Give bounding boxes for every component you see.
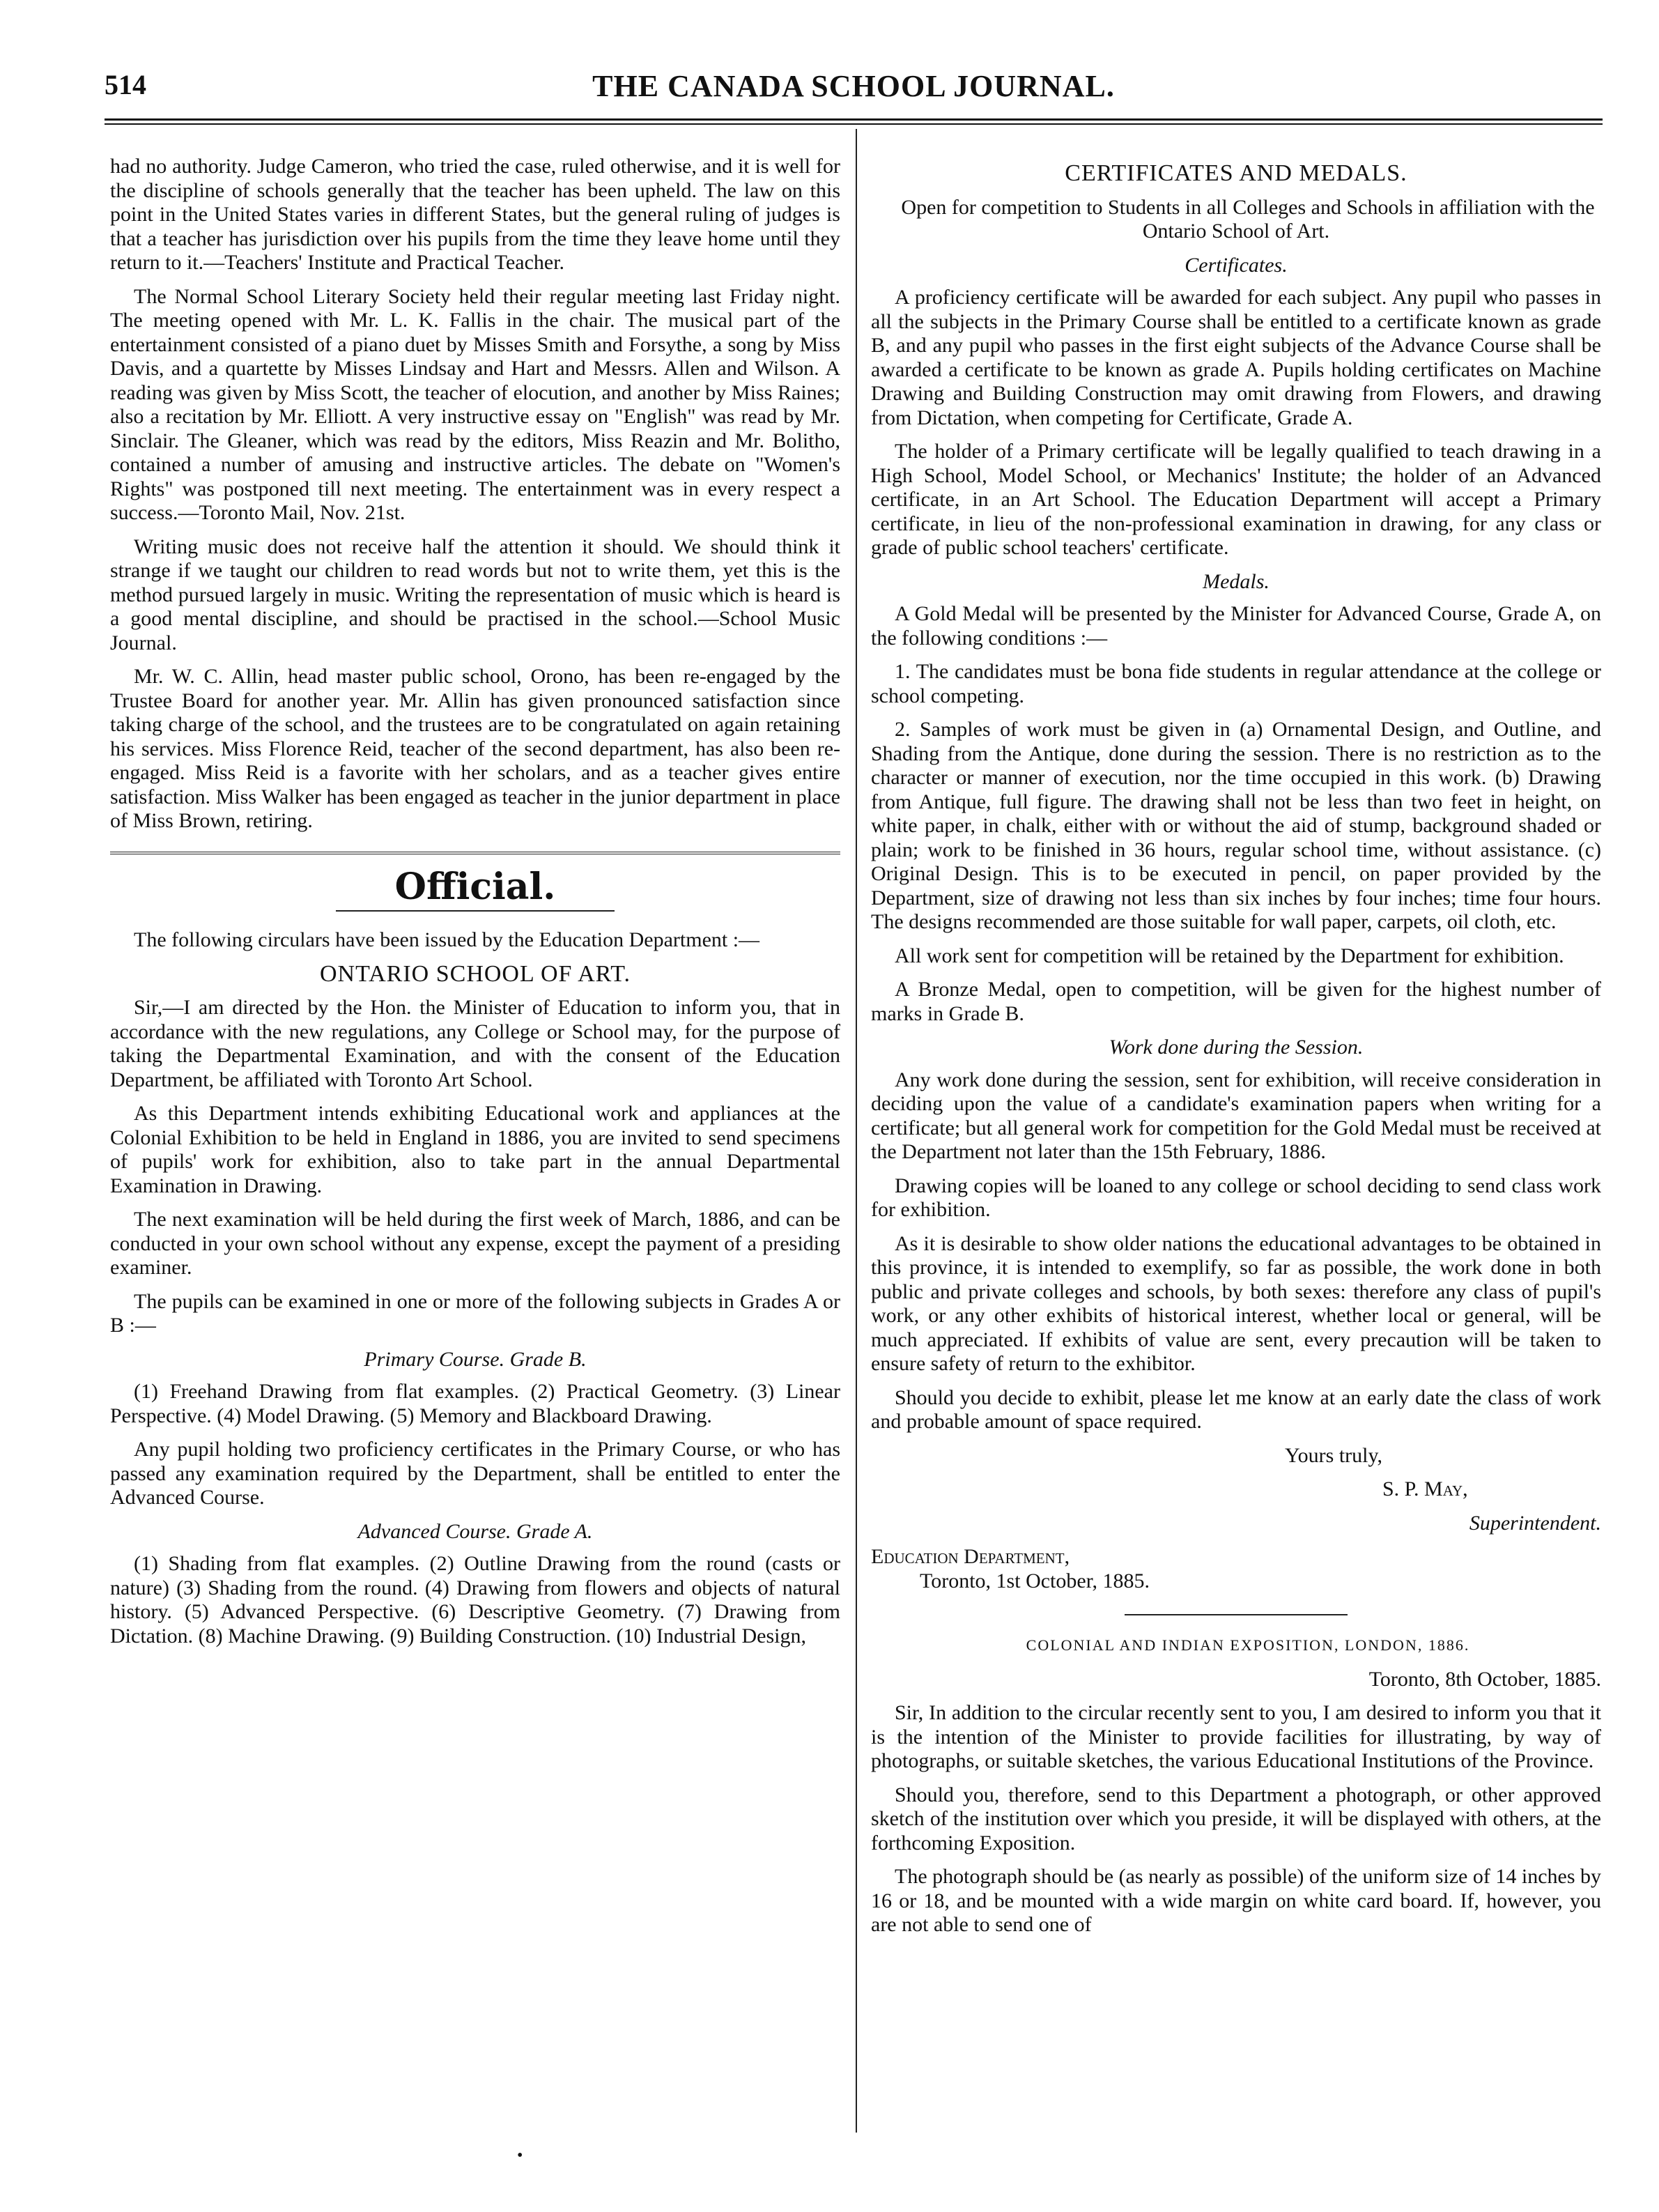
signature-title: Superintendent. bbox=[1469, 1511, 1601, 1535]
subheading: Primary Course. Grade B. bbox=[364, 1347, 587, 1371]
paragraph: Any work done during the session, sent for exhibition, will receive consideration in deciding upon the value of a candidate's examination papers when writing for a certificate; but all general work for competition for the Gold Medal must be received at the Department not later than the 15th February, 1886. bbox=[871, 1068, 1601, 1163]
subtitle: Open for competition to Students in all Colleges and Schools in affiliation with the Ontario School of Art. bbox=[901, 195, 1595, 243]
subheading: Advanced Course. Grade A. bbox=[357, 1519, 593, 1543]
paragraph: 1. The candidates must be bona fide students in regular attendance at the college or school competing. bbox=[871, 660, 1601, 707]
paragraph: 2. Samples of work must be given in (a) Ornamental Design, and Outline, and Shading from the Antique, done during the session. There is no restriction as to the character or manner of execution, nor the time occupied in this work. (b) Drawing from Antique, full figure. The drawing shall not be less than two feet in height, on white paper, in chalk, either with or without the aid of stump, background shaded or plain; work to be finished in 36 hours, regular school time, without assistance. (c) Original Design. This is to be executed in pencil, on paper provided by the Department, size of drawing not less than six inches by four inches; time four hours. The designs recommended are those suitable for wall paper, carpets, oil cloth, etc. bbox=[871, 718, 1601, 933]
paragraph: The photograph should be (as nearly as possible) of the uniform size of 14 inches by 16 or 18, and be mounted with a wide margin on white card board. If, however, you are not able to send one of bbox=[871, 1865, 1601, 1936]
section-rule bbox=[110, 852, 840, 857]
page-header bbox=[105, 68, 1603, 110]
department-date: Toronto, 1st October, 1885. bbox=[920, 1569, 1150, 1592]
paragraph: A Bronze Medal, open to competition, will be given for the highest number of marks in Grade B. bbox=[871, 978, 1601, 1025]
subheading: Work done during the Session. bbox=[1109, 1036, 1364, 1059]
journal-title: THE CANADA SCHOOL JOURNAL. bbox=[592, 69, 1115, 103]
paragraph: All work sent for competition will be retained by the Department for exhibition. bbox=[895, 944, 1564, 967]
paragraph: Should you, therefore, send to this Department a photograph, or other approved sketch of the institution over which you preside, it will be displayed with others, at the forthcoming Exposition. bbox=[871, 1783, 1601, 1854]
paragraph: Should you decide to exhibit, please let me know at an early date the class of work and probable amount of space required. bbox=[871, 1385, 1601, 1433]
section-title-official: Official. bbox=[394, 865, 556, 908]
paragraph: As it is desirable to show older nations the educational advantages to be obtained in this province, it is intended to exemplify, so far as possible, the work done in both public and private colleges and schools, by both sexes: therefore any class of pupil's work, or any other exhibits of historical interest, whether local or general, will be much appreciated. If exhibits of value are sent, every precaution will be taken to ensure safety of return to the exhibitor. bbox=[871, 1231, 1601, 1375]
paragraph: Sir,—I am directed by the Hon. the Minister of Education to inform you, that in accordance with the new regulations, any College or School may, for the purpose of taking the Departmental Examination, and with the consent of the Education Department, be affiliated with Toronto Art School. bbox=[110, 996, 840, 1091]
paragraph: The pupils can be examined in one or more of the following subjects in Grades A or B :— bbox=[110, 1289, 840, 1337]
divider bbox=[1125, 1614, 1348, 1615]
paragraph: The next examination will be held during the first week of March, 1886, and can be conducted in your own school without any expense, except the payment of a presiding examiner. bbox=[110, 1208, 840, 1279]
subheading: Medals. bbox=[1203, 569, 1270, 593]
paragraph: Drawing copies will be loaned to any college or school deciding to send class work for exhibition. bbox=[871, 1174, 1601, 1221]
paragraph: The holder of a Primary certificate will be legally qualified to teach drawing in a High School, Model School, or Mechanics' Institute; the holder of an Advanced certificate, in an Art School. The Education Department will accept a Primary certificate, in lieu of the non-professional examination in drawing, for any class or grade of public school teachers' certificate. bbox=[871, 440, 1601, 559]
header-rule bbox=[105, 118, 1603, 125]
signature-salutation: Yours truly, bbox=[1285, 1443, 1383, 1467]
paragraph: As this Department intends exhibiting Educational work and appliances at the Colonial Exhibition to be held in England in 1886, you are invited to send specimens of pupils' work for exhibition, also to take part in the annual Departmental Examination in Drawing. bbox=[110, 1102, 840, 1197]
paragraph: had no authority. Judge Cameron, who tried the case, ruled otherwise, and it is well for the discipline of schools generally that the teacher has been upheld. The law on this point in the United States varies in different States, but the general ruling of judges is that a teacher has jurisdiction over his pupils from the time they leave home until they return to it.—Teachers' Institute and Practical Teacher. bbox=[110, 155, 840, 274]
paragraph: The Normal School Literary Society held their regular meeting last Friday night. The meeting opened with Mr. L. K. Fallis in the chair. The musical part of the entertainment consisted of a piano duet by Misses Smith and Forsythe, a song by Miss Davis, and a quartette by Misses Lindsay and Hart and Messrs. Allen and Wilson. A reading was given by Miss Scott, the teacher of elocution, and another by Miss Raines; also a recitation by Mr. Elliott. A very instructive essay on "English" was read by Mr. Sinclair. The Gleaner, which was read by the editors, Miss Reazin and Mr. Bolitho, contained a number of amusing and instructive articles. The debate on "Women's Rights" was postponed till next meeting. The entertainment was in every respect a success.—Toronto Mail, Nov. 21st. bbox=[110, 284, 840, 524]
left-column bbox=[110, 155, 840, 1658]
paragraph: Writing music does not receive half the attention it should. We should think it strange if we taught our children to read words but not to write them, yet this is the method pursued largely in music. Writing the representation of music which is heard is a good mental discipline, and should be practised in the school.—School Music Journal. bbox=[110, 535, 840, 654]
column-divider bbox=[856, 129, 857, 2133]
article-heading: CERTIFICATES AND MEDALS. bbox=[1065, 160, 1407, 186]
exposition-date: Toronto, 8th October, 1885. bbox=[1368, 1667, 1601, 1691]
divider bbox=[336, 910, 615, 912]
department-line: Education Department, bbox=[871, 1545, 1070, 1568]
subheading: Certificates. bbox=[1185, 253, 1288, 277]
signature-name: S. P. May, bbox=[1382, 1477, 1468, 1500]
paragraph: A proficiency certificate will be awarded for each subject. Any pupil who passes in all the subjects in the Primary Course shall be entitled to a certificate known as grade B, and any pupil who passes in the first eight subjects of the Advance Course shall be awarded a certificate to be known as grade A. Pupils holding certificates on Machine Drawing and Building Construction may omit drawing from Flowers, and drawing from Dictation, when competing for Certificate, Grade A. bbox=[871, 286, 1601, 429]
paragraph: Any pupil holding two proficiency certificates in the Primary Course, or who has passed any examination required by the Department, shall be entitled to enter the Advanced Course. bbox=[110, 1438, 840, 1509]
paragraph: A Gold Medal will be presented by the Minister for Advanced Course, Grade A, on the following conditions :— bbox=[871, 602, 1601, 650]
article-heading: ONTARIO SCHOOL OF ART. bbox=[319, 960, 631, 987]
paragraph: The following circulars have been issued by the Education Department :— bbox=[134, 928, 760, 951]
right-column bbox=[871, 155, 1601, 1947]
page-number: 514 bbox=[105, 69, 146, 100]
paragraph: (1) Freehand Drawing from flat examples. (2) Practical Geometry. (3) Linear Perspective. (4) Model Drawing. (5) Memory and Blackboard Drawing. bbox=[110, 1380, 840, 1427]
paragraph: Mr. W. C. Allin, head master public school, Orono, has been re-engaged by the Trustee Board for another year. Mr. Allin has given pronounced satisfaction since taking charge of the school, and the trustees are to be congratulated on again retaining his services. Miss Florence Reid, teacher of the second department, has also been re-engaged. Miss Reid is a favorite with her scholars, and as a teacher gives entire satisfaction. Miss Walker has been engaged as teacher in the junior department in place of Miss Brown, retiring. bbox=[110, 665, 840, 832]
paragraph: Sir, In addition to the circular recently sent to you, I am desired to inform you that it is the intention of the Minister to provide facilities for illustrating, by way of photographs, or suitable sketches, the various Educational Institutions of the Province. bbox=[871, 1701, 1601, 1772]
exposition-heading: COLONIAL AND INDIAN EXPOSITION, LONDON, 1886. bbox=[1026, 1636, 1470, 1654]
page-mark: • bbox=[517, 2146, 523, 2165]
paragraph: (1) Shading from flat examples. (2) Outline Drawing from the round (casts or nature) (3) Shading from the round. (4) Drawing from flowers and objects of natural history. (5) Advanced Perspective. (6) Descriptive Geometry. (7) Drawing from Dictation. (8) Machine Drawing. (9) Building Construction. (10) Industrial Design, bbox=[110, 1552, 840, 1648]
